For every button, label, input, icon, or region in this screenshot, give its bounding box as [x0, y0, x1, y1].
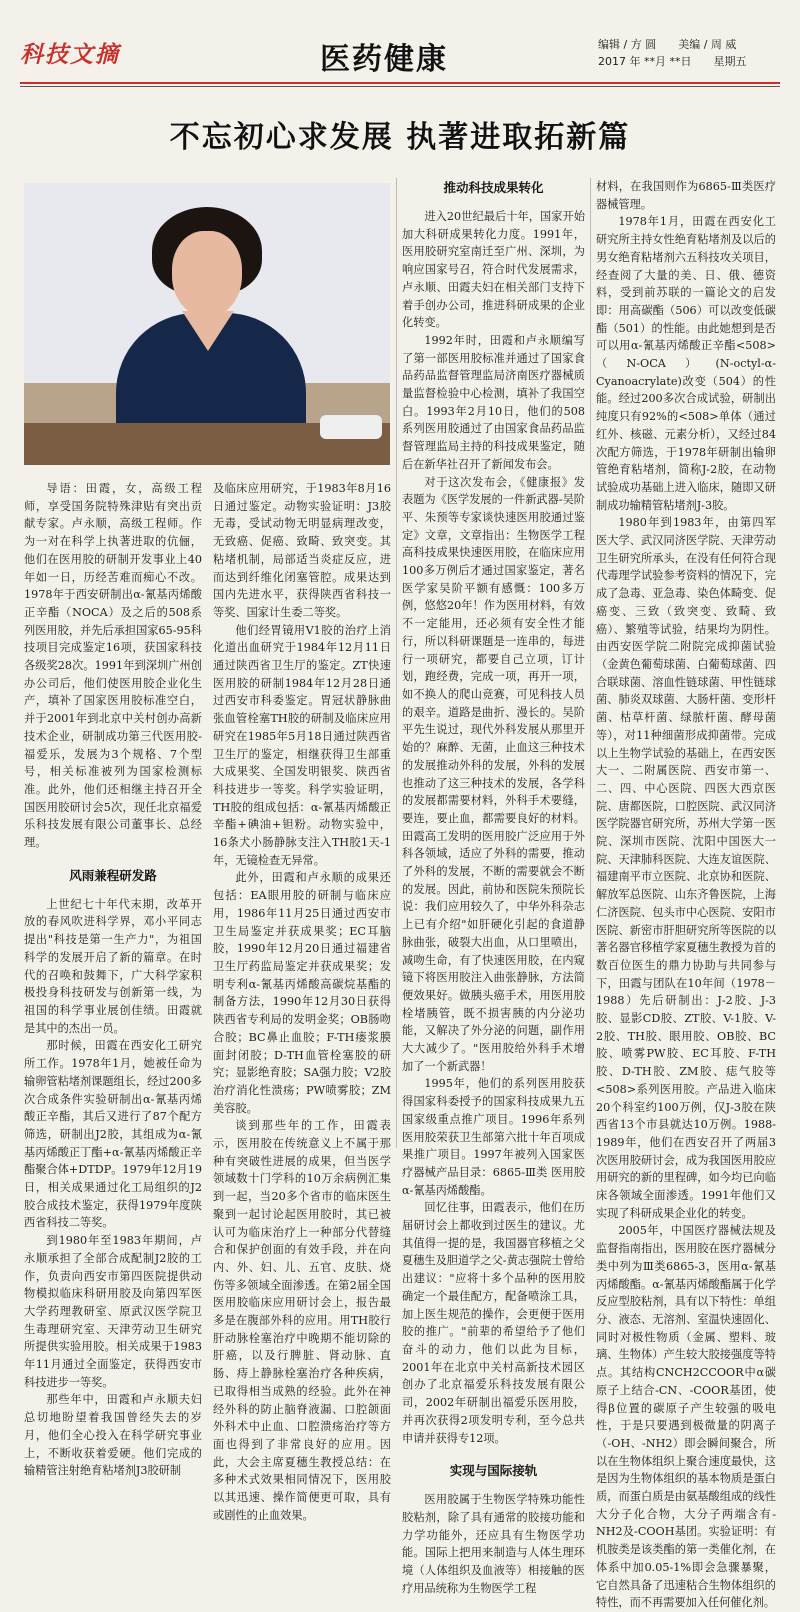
paragraph: 到1980年至1983年期间，卢永顺承担了全部合成配制J2胶的工作，负责向西安市第四医院提供动物模拟临床科研用胶及向第四军医大学药理教研室、原武汉医学院卫生毒理研究室、天津劳动卫生研究所提供实验用胶。相关成果于1983年11月通过全面鉴定，获得西安市科技进步一等奖。: [24, 1234, 202, 1389]
newspaper-logo: 科技文摘: [20, 41, 120, 68]
paragraph: 那些年中，田霞和卢永顺夫妇总切地盼望着我国曾经失去的岁月，他们全心投入在科学研究事业上，不断收获着爱硬。他们完成的输精管注射绝育粘堵剂J3胶研制: [24, 1393, 202, 1478]
paragraph: 上世纪七十年代末期，改革开放的春风吹进科学界，邓小平同志提出"科技是第一生产力"，为祖国科学的发展开启了新的篇章。在时代的召唤和鼓舞下，广大科学家积极投身科技研发与创新第一线，为祖国的科学事业展创佳绩。田霞就是其中的杰出一员。: [24, 897, 202, 1035]
paragraph: 1978年1月，田霞在西安化工研究所主持女性绝育粘堵剂及以后的男女绝育粘堵剂六五科技攻关项目，经查阅了大量的美、日、俄、德资料，受到前苏联的一篇论文的启发即：用高碳酯（506）可以改变低碳酯（501）的性能。由此她想到是否可以用α-氰基丙烯酸正辛酯<508>（N-OCA）(N-octyl-α-Cyanoacrylate)改变（504）的性能。经过200多次合成试验，研制出纯度只有92%的<508>单体（通过红外、核磁、元素分析），又经过84次配方筛选，于1978年研制出输卵管绝育粘堵剂，简称J-2胶，在动物试验成功基础上进入临床，随即又研制成功输精管粘堵剂J-3胶。: [596, 215, 776, 512]
paragraph: 1980年到1983年，由第四军医大学、武汉同济医学院、天津劳动卫生研究所承头，在没有任何符合现代毒理学试验参考资料的情况下，完成了急毒、亚急毒、染色体畸变、促癌变、三致（致突变、致畸、致癌）、繁殖等试验，结果均为阴性。由西安医学院二附院完成抑菌试验（金黄色葡萄球菌、白葡萄球菌、四合联球菌、溶血性链球菌、甲性链球菌、肺炎双球菌、大肠杆菌、变形杆菌、枯草杆菌、绿脓杆菌、酵母菌等），对11种细菌形成抑菌带。完成以上生物学试验的基础上，在西安医大一、二附属医院、西安市第一、二、四、中心医院、四医大西京医院、唐都医院，口腔医院、武汉同济医学院器官研究所，苏州大学第一医院、深圳市医院、沈阳中国医大一院、天津肺科医院、大连友谊医院、福建南平市立医院、北京协和医院、解放军总医院、山东齐鲁医院，上海仁济医院、包头市中心医院、安阳市医院、新密市肝胆研究所等医院的以著名器官移植学家夏穗生教授为首的数百位医生的鼎力协助与共同参与下，田霞与团队在10年间（1978－1988）先后研制出：J-2胶、J-3胶、显影CD胶、ZT胶、V-1胶、V-2胶、TH胶、眼用胶、OB胶、BC胶、喷雾PW胶、EC耳胶、F-TH胶、D-TH胶、ZM胶、痣气胶等<508>系列医用胶。产品进入临床20个科室约100万例，仅J-3胶在陕西省13个市县就达10万例。1988-1989年，他们在西安召开了两届3次医用胶研讨会，成为我国医用胶应用研究的新的里程碑，如今均已向临床各领域全面渗透。1991年他们又实现了科研成果企业化的转变。: [596, 516, 776, 1220]
article-column-1: [24, 480, 202, 1478]
article-column-4: [596, 178, 776, 1610]
editor-credit: 编辑 / 方 圆 美编 / 周 威: [598, 38, 737, 51]
section-heading: 风雨兼程研发路: [69, 867, 157, 883]
article-column-2: [213, 480, 391, 1522]
column-divider: [590, 178, 591, 1148]
paragraph: 此外，田霞和卢永顺的成果还包括：EA眼用胶的研制与临床应用，1986年11月25日通过西安市卫生局鉴定并获成果奖；EC耳脑胶，1990年12月20日通过福建省卫生厅药监局鉴定并获成果奖；发明专利α-氰基丙烯酸高碳烷基酯的制备方法，1990年12月30日获得陕西省专利局的发明金奖；OB肠吻合胶；BC鼻止血胶；F-TH瘘浆膜面封闭胶；D-TH血管栓塞胶的研究；显影绝育胶；SA强力胶；V2胶治疗消化性溃疡；PW喷雾胶；ZM美容胶。: [213, 871, 391, 1115]
section-title: 医药健康: [320, 42, 448, 77]
paragraph: 对于这次发布会，《健康报》发表题为《医学发展的一件新武器-吴阶平、朱预等专家谈快速医用胶通过鉴定》文章，文章指出：生物医学工程高科技成果快速医用胶，在临床应用100多万例后才通过国家鉴定，著名医学家吴阶平额有感慨：100多万例，悠悠20年！作为医用材料，有效不一定能用，还必须有安全性才能行，所以科研课题是一连串的，每进行一项研究，都要自己立项，订计划，跑经费，完成一项，再开一项，如不换人的爬山竞赛，可见科技人员的艰辛。道路是曲折、漫长的。吴阶平先生说过，现代外科发展从那里开始的？麻醉、无菌，止血这三种技术的发展推动外科的发展，外科的发展也推动了这三种技术的发展，各学科的发展都需要材料，外科手术要缝，要连，要止血，都需要良好的材料。田霞高工发明的医用胶广泛应用于外科各领域，适应了外科的需要，推动了外科的发展，不断的需要就会不断的发展。因此，前协和医院朱预院长说：我们应用较久了，中华外科杂志上已有介绍"如肝硬化引起的食道静脉曲张，破裂大出血，从口里喷出，减吻生命，有了快速医用胶，在内窥镜下将医用胶注入曲张静脉，方法简便效果好。做胰头癌手术，用医用胶栓堵胰管，既不损害胰的内分泌功能，又解决了外分泌的问题，副作用大大减少了。"医用胶给外科手术增加了一个新武器！: [402, 475, 585, 1073]
paragraph: 谈到那些年的工作，田霞表示，医用胶在传统意义上不属于那种有突破性进展的成果，但当医学领域数十门学科的10万余病例汇集到一起，当20多个省市的临床医生聚到一起讨论起医用胶时，其已被认可为临床治疗上一种部分代替缝合和保护创面的有效手段，并在向内、外、妇、儿、五官、皮肤、烧伤等多领域全面渗透。在第2届全国医用胶临床应用研讨会上，报告最多是在腹部外科的应用。用TH胶行肝动脉栓塞治疗中晚期不能切除的肝癌，以及行脾脏、肾动脉、直肠、痔上静脉栓塞治疗各种疾病，已取得相当成熟的经验。此外在神经外科的防止脑脊液漏、口腔颌面外科术中止血、口腔溃疡治疗等方面也得到了非常良好的应用。因此，大会主席夏穗生教授总结：在多种术式效果相同情况下，医用胶以其迅速、操作简便更可取，具有或剧性的止血效果。: [213, 1119, 391, 1522]
paragraph: 2005年，中国医疗器械法规及监督指南指出，医用胶在医疗器械分类中列为Ⅲ类6865-3，医用α-氰基丙烯酸酯。α-氰基丙烯酸酯属于化学反应型胶粘剂，具有以下特性：单组分、液态、无溶剂、室温快速固化、同时对极性物质（金属、塑料、玻璃、生物体）产生较大胶接强度等特点。其结构CNCH2CCOOR中α碳原子上结合-CN、-COOR基团，使得β位置的碳原子产生较强的吸电性，于是只要遇到极微量的阴离子（-OH、-NH2）即会瞬间聚合，所以在生物体组织上聚合速度最快，这是因为生物体组织的基本物质是蛋白质，而蛋白质是由氨基酸组成的线性大分子化合物，大分子两端含有-NH2及-COOH基团。实验证明：有机胺类是该类酯的第一类催化剂，在体系中加0.05-1%即会急骤暴聚，它自然具备了迅速粘合生物体组织的特性，而不再需要加入任何催化剂。: [596, 1224, 776, 1610]
masthead: [20, 32, 780, 82]
telephone: [320, 415, 382, 439]
paragraph: 他们经胃镜用V1胶的治疗上消化道出血研究于1984年12月11日通过陕西省卫生厅的鉴定。ZT快速医用胶的研制1984年12月28日通过西安市科委鉴定。胃冠状静脉曲张血管栓塞TH胶的研制及临床应用研究在1985年5月18日通过陕西省卫生厅的鉴定，相继获得卫生部重大成果奖、全国发明银奖、陕西省科技进步一等奖。科学实验证明，TH胶的组成包括：α-氰基丙烯酸正辛酯+碘油+钽粉。动物实验中，16条犬小肠静脉支注入TH胶1天-1年，无镜检查无异常。: [213, 623, 391, 867]
section-heading: 实现与国际接轨: [449, 1463, 538, 1479]
article-column-3: [402, 178, 585, 1595]
article-headline: 不忘初心求发展 执著进取拓新篇: [169, 120, 631, 155]
article-intro: 导语：田霞，女，高级工程师，享受国务院特殊津贴有突出贡献专家。卢永顺，高级工程师。作为一对在科学上执著进取的伉俪，他们在医用胶的研制开发事业上40年如一日，历经苦难而痴心不改。1978年于西安研制出α-氰基丙烯酸正辛酯（NOCA）及之后的508系列医用胶，并先后承担国家65-95科技项目完成鉴定16项，获国家科技各级奖28次。1991年到深圳广州创办公司后，他们使医用胶企业化生产，填补了国家医用胶标准空白，并于2001年到北京中关村创办高新技术企业，研制成功第三代医用胶-福爱乐，发展为3个规格、7个型号，相关标准被列为国家检测标准。此外，他们还相继主持召开全国医用胶研讨会5次，现任北京福爱乐科技发展有限公司董事长、总经理。: [24, 482, 202, 850]
issue-date: 2017 年 **月 **日 星期五: [598, 55, 747, 68]
paragraph: 那时候，田霞在西安化工研究所工作。1978年1月，她被任命为输卵管粘堵剂课题组长，经过200多次合成条件实验研制出α-氰基丙烯酸正辛酯，其后又进行了87个配方筛选，研制出J2胶，其组成为α-氰基丙烯酸正丁酯+α-氰基丙烯酸正辛酯聚合体+DTDP。1979年12月19日，相关成果通过化工局组织的J2胶合成技术鉴定，获得1979年度陕西省科技二等奖。: [24, 1039, 202, 1230]
portrait-photo: [24, 183, 390, 465]
paragraph: 1995年，他们的系列医用胶获得国家科委授予的国家科技成果九五国家级重点推广项目。1996年系列医用胶荣获卫生部第六批十年百项成果推广项目。1997年被列入国家医疗器械产品目录：6865-Ⅲ类 医用胶α-氰基丙烯酸酯。: [402, 1077, 585, 1197]
paragraph: 及临床应用研究，于1983年8月16日通过鉴定。动物实验证明：J3胶无毒，受试动物无明显病理改变，无致癌、促癌、致畸、致突变。其粘堵机制，局部适当炎症反应，进而达到纤维化闭塞管腔。成果达到国内先进水平，获得陕西省科技一等奖、国家计生委二等奖。: [213, 482, 391, 619]
paragraph: 回忆往事，田霞表示，他们在历届研讨会上都收到过医生的建议。尤其值得一提的是，我国器官移植之父夏穗生及胆道学之父-黄志强院士曾给出建议："应将十多个品种的医用胶确定一个最佳配方，配备喷涂工具，加上医生规范的操作，会更便于医用胶的推广。"前辈的希望给予了他们奋斗的动力，他们以此为目标，2001年在北京中关村高新技术园区创办了北京福爱乐科技发展有限公司，2002年研制出福爱乐医用胶，并再次获得2项发明专利，至今总共申请并获得专12项。: [402, 1201, 585, 1445]
column-divider: [396, 178, 397, 1148]
masthead-rule: [20, 82, 780, 84]
paragraph: 1992年时，田霞和卢永顺编写了第一部医用胶标准并通过了国家食品药品监督管理监局济南医疗器械质量监督检验中心检测，填补了我国空白。1993年2月10日，他们的508系列医用胶通过了由国家食品药品监督管理监局主持的科技成果鉴定，随后在新华社召开了新闻发布会。: [402, 333, 585, 471]
masthead-meta: [598, 36, 778, 70]
paragraph: 医用胶属于生物医学特殊功能性胶粘剂，除了具有通常的胶接功能和力学功能外，还应具有生物医学功能。国际上把用来制造与人体生理环境（人体组织及血液等）相接触的医疗用品统称为生物医学工程: [402, 1493, 585, 1595]
masthead-rule-thin: [20, 86, 780, 87]
section-heading: 推动科技成果转化: [443, 180, 544, 195]
paragraph: 材料，在我国则作为6865-Ⅲ类医疗器械管理。: [596, 180, 776, 211]
paragraph: 进入20世纪最后十年，国家开始加大科研成果转化力度。1991年，医用胶研究室南迁至广州、深圳，为响应国家号召，符合时代发展需求，卢永顺、田霞夫妇在相关部门支持下着手创办公司，推进科研成果的企业化转变。: [402, 210, 585, 330]
